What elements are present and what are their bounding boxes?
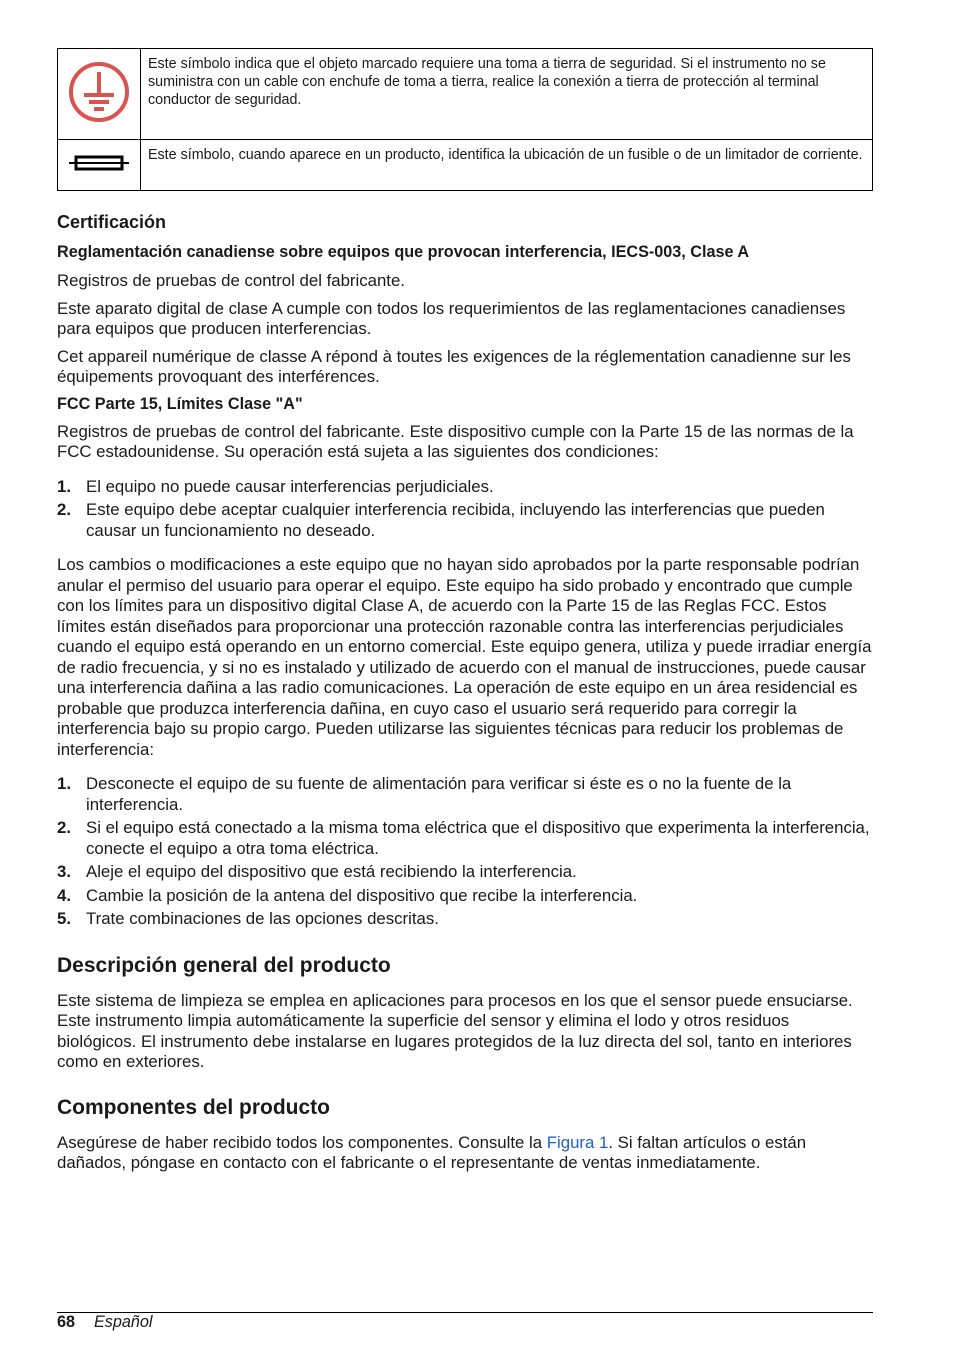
list-number: 2. xyxy=(57,500,71,519)
paragraph: Registros de pruebas de control del fabricante. xyxy=(57,271,405,290)
list-item xyxy=(57,862,873,883)
protective-earth-ground-icon xyxy=(67,60,131,124)
list-item xyxy=(57,886,873,907)
list-number: 1. xyxy=(57,476,71,496)
fuse-icon xyxy=(67,153,131,173)
list-item xyxy=(57,818,873,859)
text-span: . Si faltan artículos o están dañados, póngase en contacto con el fabricante o el representante de ventas inmediatamente. xyxy=(57,1132,807,1172)
figure-link[interactable]: Figura 1 xyxy=(546,1132,609,1152)
list-text: Este equipo debe aceptar cualquier interferencia recibida, incluyendo las interferencias que pueden causar un funcionamiento no deseado. xyxy=(86,500,825,540)
list-text: Si el equipo está conectado a la misma toma eléctrica que el dispositivo que experimenta la interferencia, conecte el equipo a otra toma eléctrica. xyxy=(86,818,870,858)
paragraph: Este aparato digital de clase A cumple con todos los requerimientos de las reglamentaciones canadienses para equipos que producen interferencias. xyxy=(57,298,846,338)
list-number: 1. xyxy=(57,774,71,793)
canada-regulation-heading: Reglamentación canadiense sobre equipos que provocan interferencia, IECS-003, Clase A xyxy=(57,243,750,261)
list-text: Cambie la posición de la antena del dispositivo que recibe la interferencia. xyxy=(86,885,638,905)
overview-heading: Descripción general del producto xyxy=(57,953,391,977)
paragraph: Los cambios o modificaciones a este equipo que no hayan sido aprobados por la parte responsable podrían anular el permiso del usuario para operar el equipo. Este equipo ha sido probado y encontrado que cumple con los límites para un dispositivo digital Clase A, de acuerdo con la Parte 15 de las Reglas FCC. Estos límites están diseñados para proporcionar una protección razonable contra las interferencias perjudiciales cuando el equipo está operando en un entorno comercial. Este equipo genera, utiliza y puede irradiar energía de radio frecuencia, y si no es instalado y utilizado de acuerdo con el manual de instrucciones, puede causar una interferencia dañina a las radio comunicaciones. La operación de este equipo en un área residencial es probable que produzca interferencia dañina, en cuyo caso el usuario será requerido para corregir la interferencia bajo su propio cargo. Pueden utilizarse las siguientes técnicas para reducir los problemas de interferencia: xyxy=(57,555,872,759)
symbol-row xyxy=(58,140,873,191)
paragraph: Este sistema de limpieza se emplea en aplicaciones para procesos en los que el sensor puede ensuciarse. Este instrumento limpia automáticamente la superficie del sensor y elimina el lodo y otros residuos biológicos. El instrumento debe instalarse en lugares protegidos de la luz directa del sol, tanto en interiores como en exteriores. xyxy=(57,990,853,1071)
list-item xyxy=(57,500,873,541)
footer-language: Español xyxy=(94,1313,153,1331)
page-content xyxy=(57,48,873,1181)
list-number: 3. xyxy=(57,862,71,881)
text-span: Asegúrese de haber recibido todos los componentes. Consulte la xyxy=(57,1132,547,1152)
symbol-table xyxy=(57,48,873,191)
page-number: 68 xyxy=(57,1313,76,1331)
list-number: 2. xyxy=(57,818,71,837)
list-item xyxy=(57,909,873,930)
list-text: El equipo no puede causar interferencias perjudiciales. xyxy=(86,476,494,496)
list-item xyxy=(57,774,873,815)
list-text: Trate combinaciones de las opciones descritas. xyxy=(86,909,439,928)
list-text: Desconecte el equipo de su fuente de alimentación para verificar si éste es o no la fuente de la interferencia. xyxy=(86,774,792,814)
list-number: 4. xyxy=(57,885,71,905)
symbol-description: Este símbolo indica que el objeto marcado requiere una toma a tierra de seguridad. Si el instrumento no se suministra con un cable con enchufe de toma a tierra, realice la conexión a tierra de protección al terminal conductor de seguridad. xyxy=(141,49,873,140)
components-heading: Componentes del producto xyxy=(57,1095,330,1119)
interference-techniques-list xyxy=(57,774,873,930)
paragraph: Registros de pruebas de control del fabricante. Este dispositivo cumple con la Parte 15 de las normas de la FCC estadounidense. Su operación está sujeta a las siguientes dos condiciones: xyxy=(57,421,854,461)
fcc-heading: FCC Parte 15, Límites Clase "A" xyxy=(57,394,303,413)
paragraph xyxy=(57,1133,873,1174)
paragraph: Cet appareil numérique de classe A répond à toutes les exigences de la réglementation canadienne sur les équipements provoquant des interférences. xyxy=(57,346,851,386)
symbol-icon-cell xyxy=(58,49,141,140)
certification-heading: Certificación xyxy=(57,212,167,232)
list-text: Aleje el equipo del dispositivo que está recibiendo la interferencia. xyxy=(86,862,577,881)
list-number: 5. xyxy=(57,909,71,928)
fcc-conditions-list xyxy=(57,477,873,542)
symbol-description: Este símbolo, cuando aparece en un producto, identifica la ubicación de un fusible o de un limitador de corriente. xyxy=(141,140,873,191)
page-footer xyxy=(57,1312,873,1331)
symbol-icon-cell xyxy=(58,140,141,191)
list-item xyxy=(57,477,873,498)
symbol-row xyxy=(58,49,873,140)
